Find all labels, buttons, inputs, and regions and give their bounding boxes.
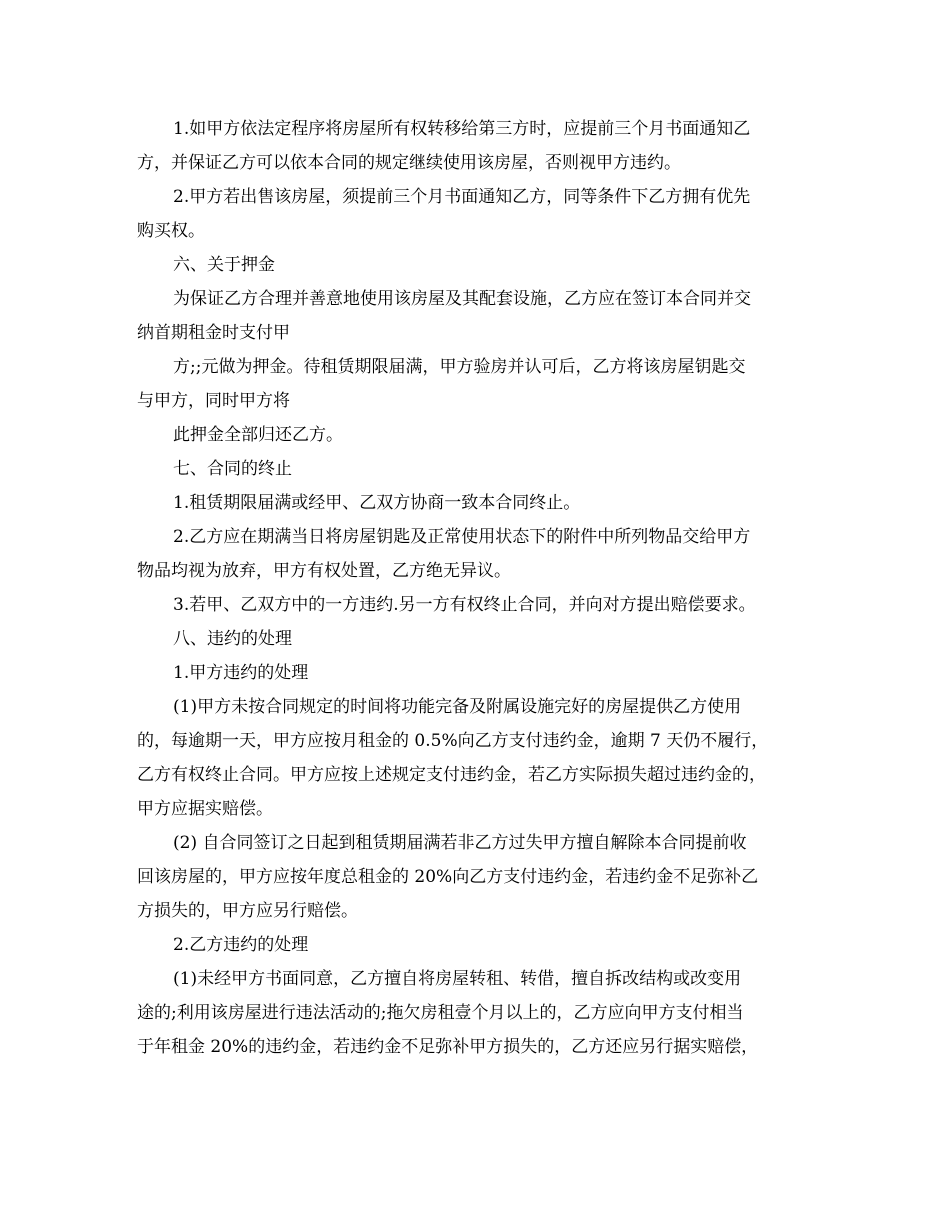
paragraph-line: 此押金全部归还乙方。 xyxy=(173,425,343,445)
paragraph-line: 途的;利用该房屋进行违法活动的;拖欠房租壹个月以上的，乙方应向甲方支付相当 xyxy=(137,1003,744,1023)
paragraph-line: (1)甲方未按合同规定的时间将功能完备及附属设施完好的房屋提供乙方使用 xyxy=(173,697,742,717)
section-heading: 七、合同的终止 xyxy=(173,459,292,479)
paragraph-line: 的，每逾期一天，甲方应按月租金的 0.5%向乙方支付违约金，逾期 7 天仍不履行， xyxy=(137,731,769,751)
paragraph-line: 1.如甲方依法定程序将房屋所有权转移给第三方时，应提前三个月书面通知乙 xyxy=(173,119,751,139)
document-body xyxy=(137,112,827,1064)
paragraph-line: 乙方有权终止合同。甲方应按上述规定支付违约金，若乙方实际损失超过违约金的， xyxy=(137,765,766,785)
paragraph-line: 与甲方，同时甲方将 xyxy=(137,391,290,411)
paragraph-line: 为保证乙方合理并善意地使用该房屋及其配套设施，乙方应在签订本合同并交 xyxy=(173,289,751,309)
subsection-heading: 1.甲方违约的处理 xyxy=(173,663,309,683)
paragraph-line: 方，并保证乙方可以依本合同的规定继续使用该房屋，否则视甲方违约。 xyxy=(137,153,681,173)
paragraph-line: 甲方应据实赔偿。 xyxy=(137,799,273,819)
paragraph-line: 3.若甲、乙双方中的一方违约.另一方有权终止合同，并向对方提出赔偿要求。 xyxy=(173,595,756,615)
paragraph-line: (1)未经甲方书面同意，乙方擅自将房屋转租、转借，擅自拆改结构或改变用 xyxy=(173,969,742,989)
paragraph-line: (2) 自合同签订之日起到租赁期届满若非乙方过失甲方擅自解除本合同提前收 xyxy=(173,833,747,853)
paragraph-line: 物品均视为放弃，甲方有权处置，乙方绝无异议。 xyxy=(137,561,511,581)
paragraph-line: 纳首期租金时支付甲 xyxy=(137,323,290,343)
paragraph-line: 2.甲方若出售该房屋，须提前三个月书面通知乙方，同等条件下乙方拥有优先 xyxy=(173,187,751,207)
paragraph-line: 回该房屋的，甲方应按年度总租金的 20%向乙方支付违约金，若违约金不足弥补乙 xyxy=(137,867,759,887)
paragraph-line: 方损失的，甲方应另行赔偿。 xyxy=(137,901,358,921)
paragraph-line: 购买权。 xyxy=(137,221,205,241)
section-heading: 六、关于押金 xyxy=(173,255,275,275)
subsection-heading: 2.乙方违约的处理 xyxy=(173,935,309,955)
section-heading: 八、违约的处理 xyxy=(173,629,292,649)
paragraph-line: 2.乙方应在期满当日将房屋钥匙及正常使用状态下的附件中所列物品交给甲方 xyxy=(173,527,751,547)
paragraph-line: 1.租赁期限届满或经甲、乙双方协商一致本合同终止。 xyxy=(173,493,581,513)
paragraph-line: 于年租金 20%的违约金，若违约金不足弥补甲方损失的，乙方还应另行据实赔偿， xyxy=(137,1037,759,1057)
paragraph-line: 方;;元做为押金。待租赁期限届满，甲方验房并认可后，乙方将该房屋钥匙交 xyxy=(173,357,746,377)
